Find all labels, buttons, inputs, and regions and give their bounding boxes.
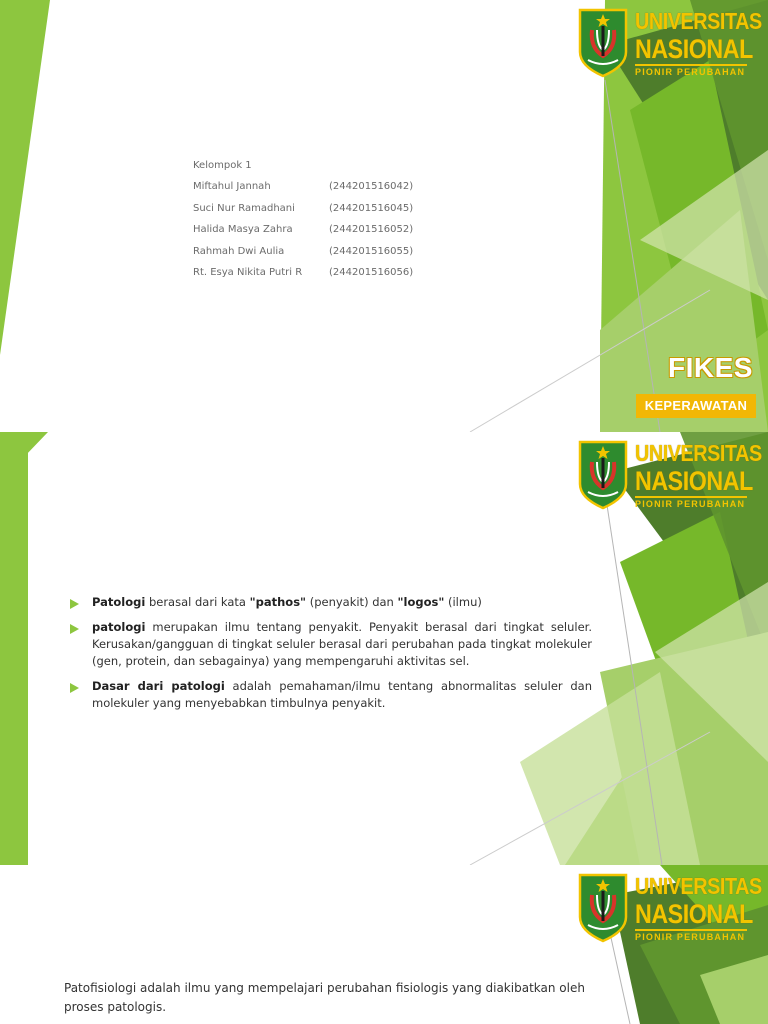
- member-name: Miftahul Jannah: [193, 181, 271, 192]
- logo-motto: PIONIR PERUBAHAN: [635, 499, 746, 509]
- member-nim: (244201516056): [329, 267, 414, 278]
- bullet-item: Dasar dari patologi adalah pemahaman/ilmu tentang abnormalitas seluler dan molekuler yang menyebabkan timbulnya penyakit.: [70, 678, 592, 712]
- bullet-arrow-icon: [70, 683, 79, 693]
- slide-pathophysiology: [0, 865, 768, 1024]
- logo-nasional-text: NASIONAL: [635, 899, 753, 929]
- logo-divider: [635, 64, 747, 66]
- university-logo: [578, 873, 762, 943]
- faculty-title: FIKES: [668, 352, 753, 383]
- bullet-arrow-icon: [70, 599, 79, 609]
- university-shield-icon: [578, 440, 628, 510]
- member-nim: (244201516045): [329, 203, 414, 214]
- university-shield-icon: [578, 8, 628, 78]
- group-label: Kelompok 1: [193, 160, 252, 171]
- member-nim: (244201516055): [329, 246, 414, 257]
- member-name: Halida Masya Zahra: [193, 224, 293, 235]
- logo-divider: [635, 496, 747, 498]
- university-logo: [578, 8, 762, 78]
- slide-pathology-definition: [0, 432, 768, 865]
- bullet-arrow-icon: [70, 624, 79, 634]
- logo-universitas-text: UNIVERSITAS: [635, 8, 762, 34]
- logo-universitas-text: UNIVERSITAS: [635, 440, 762, 466]
- member-name: Rahmah Dwi Aulia: [193, 246, 285, 257]
- bullet-item: Patologi berasal dari kata "pathos" (penyakit) dan "logos" (ilmu): [70, 594, 592, 611]
- department-label: KEPERAWATAN: [644, 398, 748, 413]
- logo-nasional-text: NASIONAL: [635, 34, 753, 64]
- member-nim: (244201516042): [329, 181, 414, 192]
- university-shield-icon: [578, 873, 628, 943]
- member-nim: (244201516052): [329, 224, 414, 235]
- department-badge: [636, 394, 756, 418]
- bullet-list: [70, 594, 592, 720]
- logo-divider: [635, 929, 747, 931]
- logo-motto: PIONIR PERUBAHAN: [635, 932, 746, 942]
- bullet-item: patologi merupakan ilmu tentang penyakit. Penyakit berasal dari tingkat seluler. Kerusakan/gangguan di tingkat seluler berasal dari perubahan pada tingkat molekuler (gen, protein, dan sebagainya) yang mempengaruhi aktivitas sel.: [70, 619, 592, 670]
- logo-universitas-text: UNIVERSITAS: [635, 873, 762, 899]
- logo-nasional-text: NASIONAL: [635, 466, 753, 496]
- university-logo: [578, 440, 762, 510]
- member-name: Rt. Esya Nikita Putri R: [193, 267, 303, 278]
- logo-motto: PIONIR PERUBAHAN: [635, 67, 746, 77]
- pathophysiology-definition: Patofisiologi adalah ilmu yang mempelajari perubahan fisiologis yang diakibatkan oleh proses patologis.: [64, 981, 585, 1014]
- slide-title: [0, 0, 768, 432]
- member-name: Suci Nur Ramadhani: [193, 203, 295, 214]
